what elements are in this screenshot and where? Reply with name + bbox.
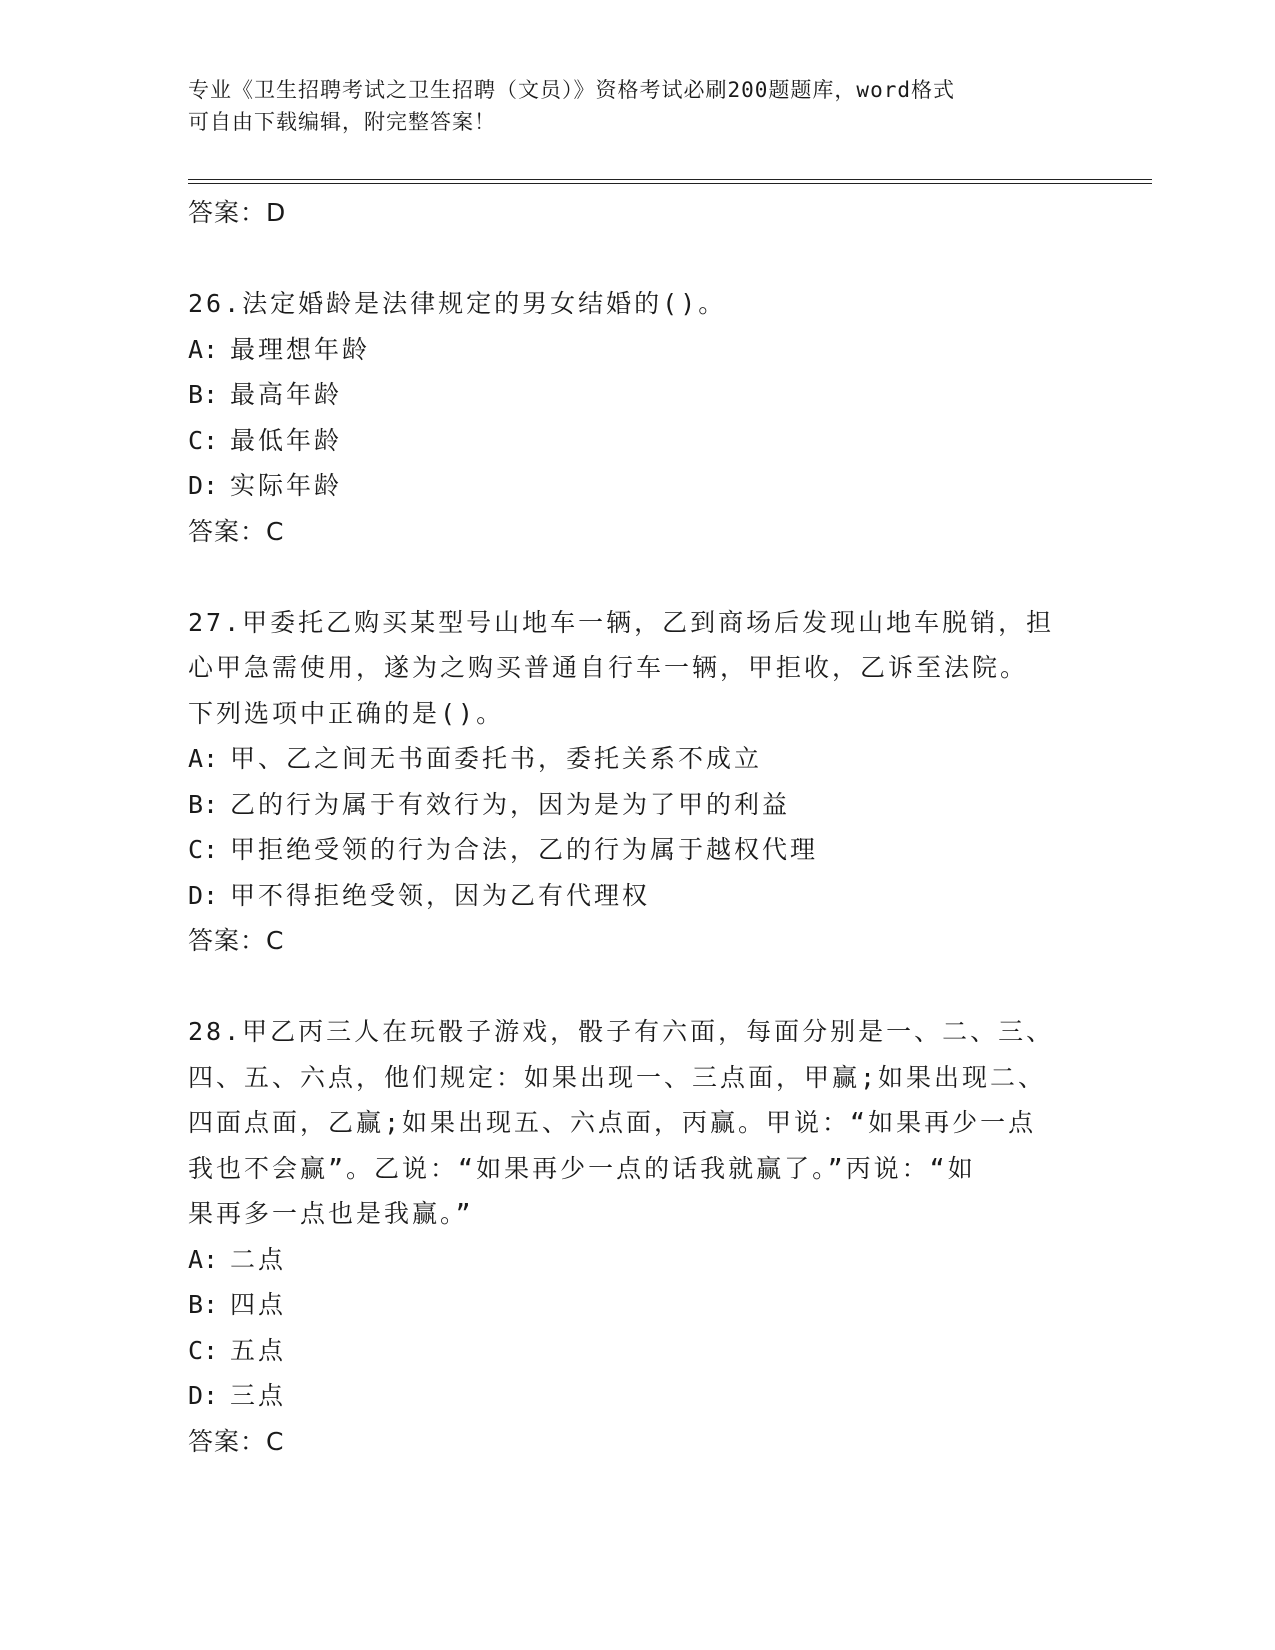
option-text: 甲、乙之间无书面委托书，委托关系不成立 — [230, 744, 763, 773]
question-answer: 答案：C — [188, 1426, 285, 1456]
option-letter: C: — [188, 835, 219, 864]
question-stem: 我也不会赢”。乙说：“如果再少一点的话我就赢了。”丙说：“如 — [188, 1153, 976, 1183]
option-letter: C: — [188, 1335, 219, 1365]
option-b — [188, 1282, 1088, 1328]
option-d — [188, 1373, 1088, 1419]
option-d — [188, 873, 1088, 919]
option-b — [188, 372, 1088, 418]
option-text: 二点 — [230, 1244, 287, 1274]
option-text: 甲拒绝受领的行为合法，乙的行为属于越权代理 — [230, 835, 819, 864]
option-d — [188, 463, 1088, 509]
question-27 — [188, 600, 1088, 964]
option-letter: A: — [188, 744, 219, 773]
question-stem: 下列选项中正确的是()。 — [188, 698, 505, 728]
option-letter: B: — [188, 1290, 219, 1319]
question-answer: 答案：C — [188, 516, 285, 546]
question-stem: 四、五、六点，他们规定：如果出现一、三点面，甲赢;如果出现二、 — [188, 1062, 1047, 1092]
question-stem: 27.甲委托乙购买某型号山地车一辆，乙到商场后发现山地车脱销，担 — [188, 607, 1055, 637]
option-c — [188, 418, 1088, 464]
option-letter: B: — [188, 789, 219, 819]
question-26 — [188, 281, 1088, 554]
option-letter: D: — [188, 471, 219, 500]
option-a — [188, 1237, 1088, 1283]
option-letter: C: — [188, 425, 219, 455]
question-stem: 26.法定婚龄是法律规定的男女结婚的()。 — [188, 289, 727, 318]
question-28 — [188, 1009, 1088, 1464]
header-divider — [188, 179, 1152, 180]
option-letter: D: — [188, 1381, 219, 1410]
option-text: 五点 — [230, 1335, 287, 1365]
page-header — [188, 74, 1068, 138]
header-title-line-2: 可自由下载编辑，附完整答案！ — [188, 110, 496, 134]
header-divider-thin — [188, 183, 1152, 184]
header-title-line-1: 专业《卫生招聘考试之卫生招聘（文员）》资格考试必刷200题题库，word格式 — [188, 78, 955, 102]
option-c — [188, 827, 1088, 873]
question-list — [188, 190, 1088, 1464]
option-text: 实际年龄 — [230, 471, 343, 500]
option-text: 四点 — [230, 1290, 287, 1319]
option-text: 最低年龄 — [230, 425, 343, 455]
option-text: 最高年龄 — [230, 380, 343, 409]
previous-answer: 答案：D — [188, 198, 287, 227]
option-a — [188, 736, 1088, 782]
option-letter: A: — [188, 1244, 219, 1274]
option-c — [188, 1328, 1088, 1374]
option-text: 最理想年龄 — [230, 334, 371, 364]
option-a — [188, 327, 1088, 373]
question-stem: 果再多一点也是我赢。” — [188, 1199, 474, 1228]
option-text: 乙的行为属于有效行为，因为是为了甲的利益 — [230, 789, 791, 819]
option-letter: D: — [188, 880, 219, 910]
option-text: 三点 — [230, 1381, 287, 1410]
option-letter: B: — [188, 380, 219, 409]
option-letter: A: — [188, 334, 219, 364]
question-stem: 四面点面，乙赢;如果出现五、六点面，丙赢。甲说：“如果再少一点 — [188, 1108, 1037, 1137]
question-stem: 28.甲乙丙三人在玩骰子游戏，骰子有六面，每面分别是一、二、三、 — [188, 1017, 1055, 1046]
question-answer: 答案：C — [188, 926, 285, 955]
option-b — [188, 782, 1088, 828]
question-stem: 心甲急需使用，遂为之购买普通自行车一辆，甲拒收，乙诉至法院。 — [188, 653, 1029, 682]
option-text: 甲不得拒绝受领，因为乙有代理权 — [230, 880, 651, 910]
